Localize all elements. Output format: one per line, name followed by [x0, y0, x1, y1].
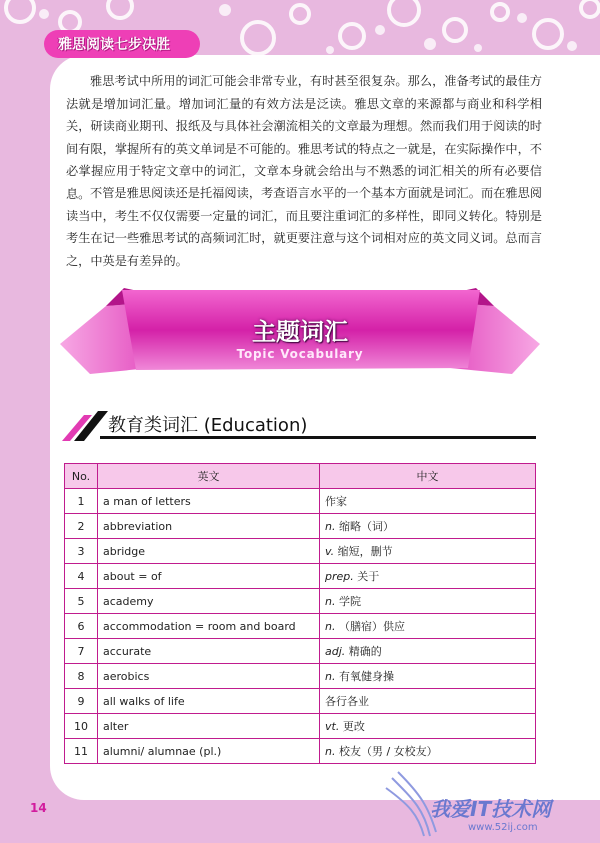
cell-english: abridge	[98, 539, 320, 564]
cell-chinese	[320, 739, 536, 764]
cell-chinese	[320, 489, 536, 514]
cell-chinese	[320, 689, 536, 714]
meaning: 更改	[342, 720, 365, 733]
cell-english: alumni/ alumnae (pl.)	[98, 739, 320, 764]
part-of-speech: n.	[325, 595, 336, 608]
cell-no: 2	[65, 514, 98, 539]
cell-no: 4	[65, 564, 98, 589]
cell-no: 6	[65, 614, 98, 639]
cell-english: academy	[98, 589, 320, 614]
cell-english: aerobics	[98, 664, 320, 689]
column-header-english: 英文	[98, 464, 320, 489]
table-row	[65, 514, 536, 539]
banner-title: 主题词汇	[252, 318, 348, 346]
table-row	[65, 664, 536, 689]
cell-english: abbreviation	[98, 514, 320, 539]
cell-chinese	[320, 714, 536, 739]
meaning: 学院	[338, 595, 361, 608]
cell-chinese	[320, 564, 536, 589]
meaning: 各行各业	[325, 695, 369, 708]
table-row	[65, 689, 536, 714]
cell-no: 3	[65, 539, 98, 564]
cell-no: 11	[65, 739, 98, 764]
header-tab-label: 雅思阅读七步决胜	[58, 37, 170, 53]
meaning: 校友（男 / 女校友）	[338, 745, 438, 758]
table-body	[65, 489, 536, 764]
watermark-text: 我爱IT技术网	[430, 797, 552, 821]
cell-no: 7	[65, 639, 98, 664]
table-row	[65, 639, 536, 664]
cell-chinese	[320, 514, 536, 539]
part-of-speech: adj.	[325, 645, 346, 658]
meaning: （膳宿）供应	[338, 620, 405, 633]
cell-chinese	[320, 539, 536, 564]
meaning: 有氧健身操	[338, 670, 394, 683]
table-row	[65, 539, 536, 564]
part-of-speech: prep.	[325, 570, 354, 583]
section-heading: 教育类词汇 (Education)	[108, 415, 308, 436]
part-of-speech: n.	[325, 520, 336, 533]
banner-subtitle: Topic Vocabulary	[236, 347, 364, 361]
meaning: 缩短，删节	[337, 545, 393, 558]
cell-english: alter	[98, 714, 320, 739]
cell-chinese	[320, 639, 536, 664]
cell-english: accommodation = room and board	[98, 614, 320, 639]
cell-english: accurate	[98, 639, 320, 664]
cell-english: a man of letters	[98, 489, 320, 514]
cell-no: 9	[65, 689, 98, 714]
part-of-speech: vt.	[325, 720, 340, 733]
cell-no: 8	[65, 664, 98, 689]
part-of-speech: n.	[325, 745, 336, 758]
table-row	[65, 614, 536, 639]
part-of-speech: v.	[325, 545, 335, 558]
table-row	[65, 714, 536, 739]
meaning: 精确的	[348, 645, 382, 658]
page-number: 14	[30, 801, 47, 815]
cell-english: all walks of life	[98, 689, 320, 714]
intro-paragraph-1: 雅思考试中所用的词汇可能会非常专业，有时甚至很复杂。那么，准备考试的最佳方法就是增加词汇量。增加词汇量的有效方法是泛读。雅思文章的来源都与商业和科学相关，研读商业期刊、报纸及与具体社会潮流相关的文章最为理想。然而我们用于阅读的时间有限，掌握所有的英文单词是不可能的。雅思考试的特点之一就是，在实际操作中，不必掌握应用于特定文章中的词汇，文章本身就会给出与不熟悉的词汇相关的所有必要信息。	[66, 74, 542, 201]
meaning: 关于	[357, 570, 380, 583]
cell-no: 10	[65, 714, 98, 739]
cell-chinese	[320, 589, 536, 614]
heading-rule	[100, 436, 536, 439]
part-of-speech: n.	[325, 670, 336, 683]
meaning: 作家	[325, 495, 347, 508]
cell-chinese	[320, 614, 536, 639]
cell-chinese	[320, 664, 536, 689]
column-header-no: No.	[65, 464, 98, 489]
watermark-url: www.52ij.com	[468, 822, 538, 833]
cell-no: 1	[65, 489, 98, 514]
table-row	[65, 564, 536, 589]
cell-english: about = of	[98, 564, 320, 589]
intro-paragraph-2: 不管是雅思阅读还是托福阅读，考查语言水平的一个基本方面就是词汇。而在雅思阅读当中，考生不仅仅需要一定量的词汇，而且要注重词汇的多样性，即同义转化。特别是考生在记一些雅思考试的高频词汇时，就更要注意与这个词相对应的英文同义词。总而言之，中英是有差异的。	[66, 186, 542, 268]
table-row	[65, 589, 536, 614]
table-header-row	[65, 464, 536, 489]
column-header-chinese: 中文	[320, 464, 536, 489]
part-of-speech: n.	[325, 620, 336, 633]
cell-no: 5	[65, 589, 98, 614]
vocabulary-table	[64, 463, 536, 764]
meaning: 缩略（词）	[338, 520, 394, 533]
table-row	[65, 739, 536, 764]
table-row	[65, 489, 536, 514]
